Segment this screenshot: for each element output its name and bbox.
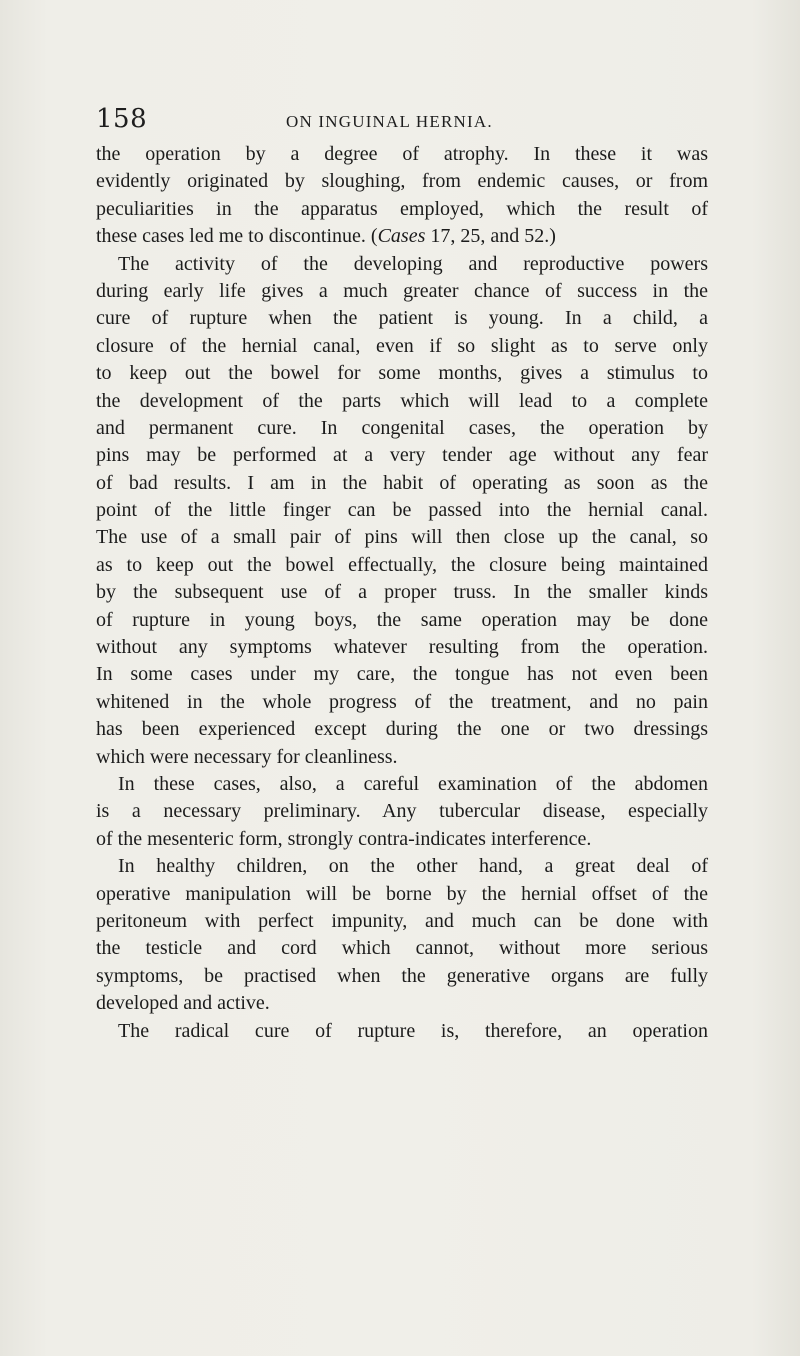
text-fragment: these cases led me to discontinue. ( [96,225,378,248]
cases-reference-label: Cases [377,225,426,248]
text-line: In these cases, also, a careful examination of the abdomen [118,772,708,795]
text-line: cure of rupture when the patient is young. In a child, a [96,307,708,330]
text-line: peritoneum with perfect impunity, and much can be done with [96,909,708,932]
cases-reference-numbers: 17, 25, and 52.) [425,225,556,248]
text-line: operative manipulation will be borne by the hernial offset of the [96,882,708,905]
text-line: and permanent cure. In congenital cases, the operation by [96,416,708,439]
text-line: developed and active. [96,992,270,1015]
body-text [96,141,708,1045]
text-line: during early life gives a much greater chance of success in the [96,279,708,302]
text-line: as to keep out the bowel effectually, the closure being maintained [96,553,708,576]
text-line: point of the little finger can be passed into the hernial canal. [96,499,708,522]
text-line: the development of the parts which will lead to a complete [96,389,708,412]
text-line: the operation by a degree of atrophy. In these it was [96,143,708,165]
page-number: 158 [96,104,148,134]
paragraph-4 [96,853,708,1017]
paragraph-2 [96,251,708,771]
text-line: of the mesenteric form, strongly contra-indicates interference. [96,827,592,850]
text-line: pins may be performed at a very tender age without any fear [96,444,708,467]
text-line: symptoms, be practised when the generative organs are fully [96,964,708,987]
text-line: In healthy children, on the other hand, a great deal of [118,855,708,878]
text-line: has been experienced except during the one or two dressings [96,718,708,741]
text-line: In some cases under my care, the tongue has not even been [96,663,708,686]
text-line: to keep out the bowel for some months, gives a stimulus to [96,362,708,385]
text-line: The radical cure of rupture is, therefore, an operation [118,1019,708,1042]
text-line: evidently originated by sloughing, from endemic causes, or from [96,170,708,193]
running-head-title: ON INGUINAL HERNIA. [286,112,493,131]
text-line: of rupture in young boys, the same operation may be done [96,608,708,631]
text-line: closure of the hernial canal, even if so slight as to serve only [96,334,708,357]
text-line: by the subsequent use of a proper truss. In the smaller kinds [96,581,708,604]
paragraph-3 [96,771,708,853]
text-line: the testicle and cord which cannot, without more serious [96,937,708,960]
text-line: is a necessary preliminary. Any tubercular disease, especially [96,800,708,823]
paragraph-1 [96,141,708,251]
text-line: The use of a small pair of pins will then close up the canal, so [96,526,708,549]
text-line: peculiarities in the apparatus employed, which the result of [96,197,708,220]
paragraph-5 [96,1018,708,1045]
text-line: whitened in the whole progress of the treatment, and no pain [96,690,708,713]
text-line [96,223,708,250]
text-line: of bad results. I am in the habit of operating as soon as the [96,471,708,494]
text-line: without any symptoms whatever resulting from the operation. [96,636,708,659]
text-line: The activity of the developing and reproductive powers [118,252,708,275]
text-line: which were necessary for cleanliness. [96,745,398,768]
running-head [96,104,696,140]
